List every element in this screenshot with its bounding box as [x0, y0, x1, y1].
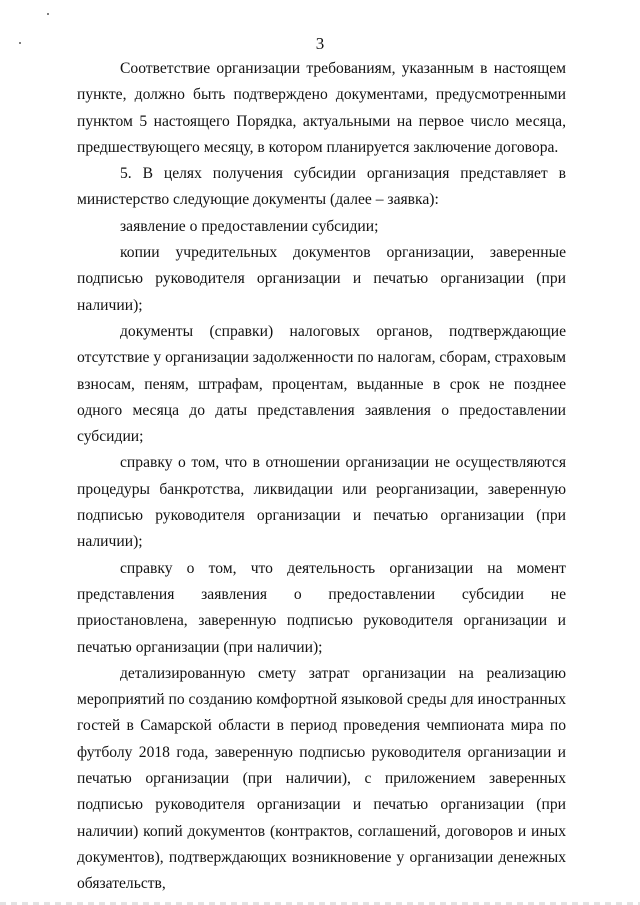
paragraph-compliance: Соответствие организации требованиям, указанным в настоящем пункте, должно быть подтверждено документами, предусмотренными пунктом 5 настоящего Порядка, актуальными на первое число месяца, предшествующего месяцу, в котором планируется заключение договора. — [77, 60, 566, 156]
document-body — [77, 56, 566, 898]
paragraph-bankruptcy-certificate: справку о том, что в отношении организации не осуществляются процедуры банкротства, ликвидации или реорганизации, заверенную подписью руководителя организации и печатью организации (при наличии); — [77, 454, 566, 551]
paragraph-item-5: 5. В целях получения субсидии организация представляет в министерство следующие документы (далее – заявка): — [77, 165, 566, 209]
paragraph-tax-certificates: документы (справки) налоговых органов, подтверждающие отсутствие у организации задолженности по налогам, сборам, страховым взносам, пеням, штрафам, процентам, выданные в срок не позднее одного месяца до даты представления заявления о предоставлении субсидии; — [77, 322, 567, 446]
paragraph-activity-certificate: справку о том, что деятельность организации на момент представления заявления о предоставлении субсидии не приостановлена, заверенную подписью руководителя организации и печатью организации (при наличии); — [77, 559, 566, 656]
paragraph-application: заявление о предоставлении субсидии; — [120, 217, 379, 235]
page-number: 3 — [315, 34, 325, 53]
paragraph-cost-estimate: детализированную смету затрат организации на реализацию мероприятий по созданию комфортной языковой среды для иностранных гостей в Самарской области в период проведения чемпионата мира по футболу 2018 года, заверенную подписью руководителя организации и печатью организации (при наличии), с приложением заверенных подписью руководителя организации и печатью организации (при наличии) копий документов (контрактов, соглашений, договоров и иных документов), подтверждающих возникновение у организации денежных обязательств, — [77, 664, 566, 893]
paragraph-founding-documents: копии учредительных документов организации, заверенные подписью руководителя организации и печатью организации (при наличии); — [77, 244, 566, 314]
scan-speck — [47, 13, 49, 15]
